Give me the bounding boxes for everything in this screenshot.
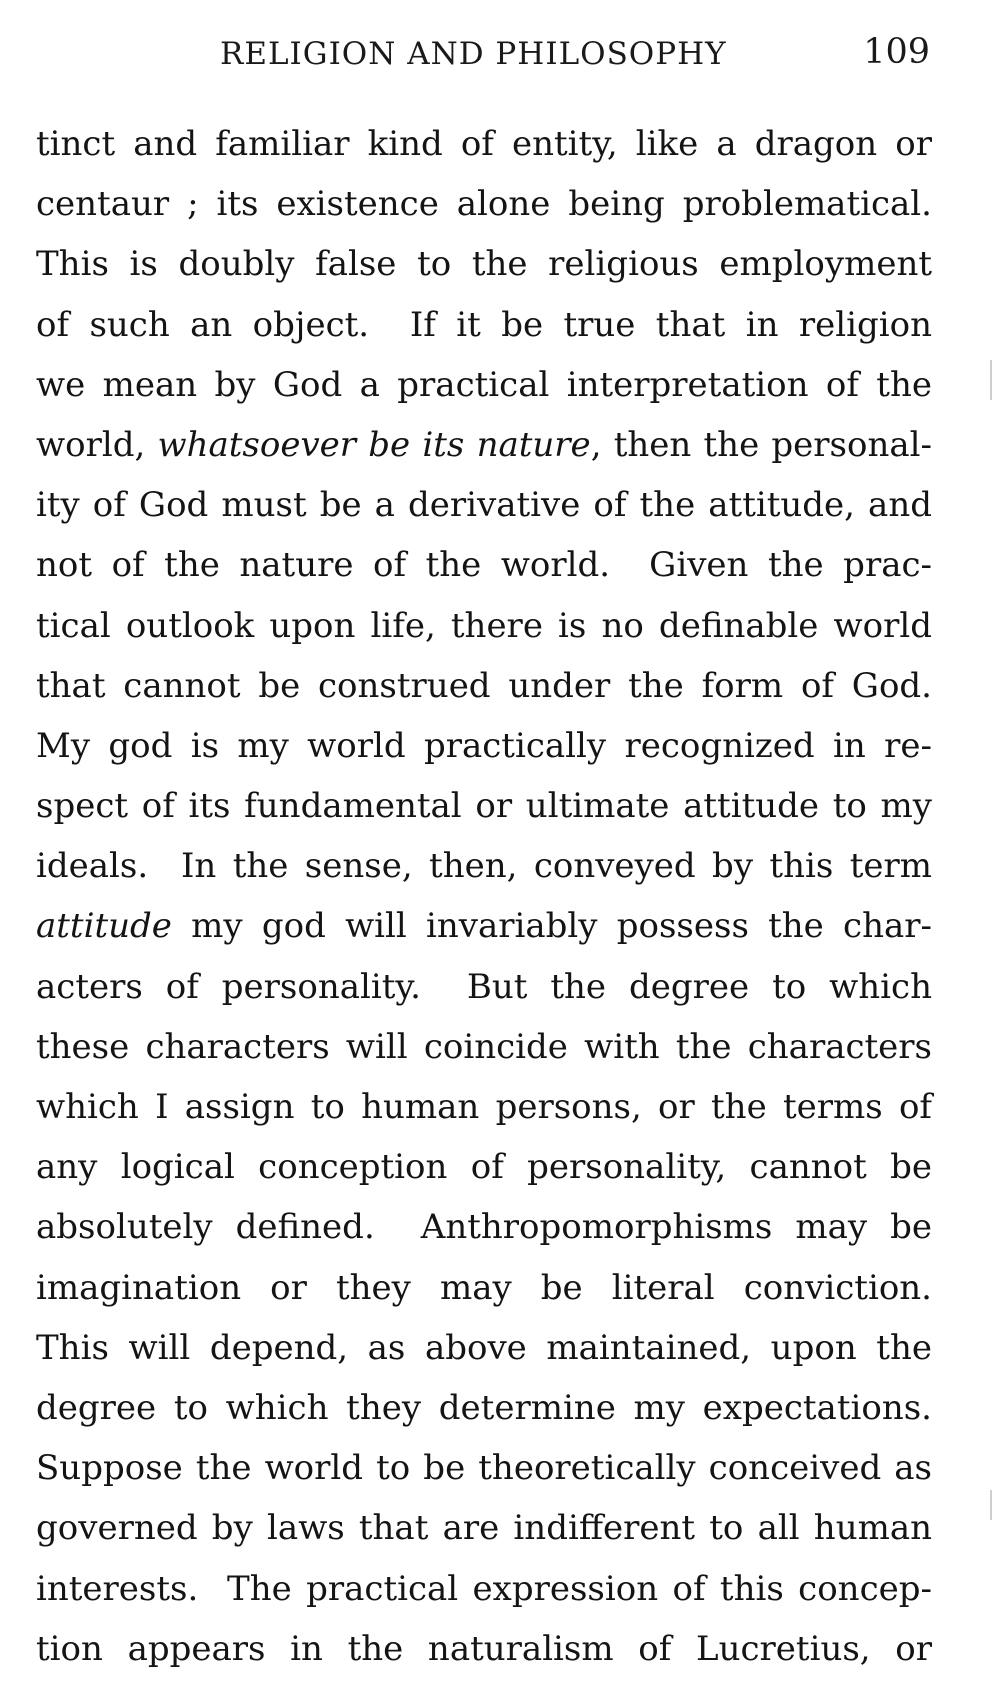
text-segment: My god is my world practically recognized in re- (36, 725, 932, 766)
italic-text-segment: whatsoever be its nature (157, 424, 591, 465)
text-line (36, 234, 932, 294)
text-segment: tical outlook upon life, there is no definable world (36, 605, 932, 646)
text-segment: any logical conception of personality, cannot be (36, 1147, 932, 1188)
text-segment: absolutely defined. Anthropomorphisms may be (36, 1207, 932, 1248)
text-segment: tinct and familiar kind of entity, like a dragon or (36, 124, 932, 164)
text-segment: governed by laws that are indifferent to all human (36, 1508, 932, 1549)
page-edge-mark (990, 1490, 992, 1520)
italic-text-segment: attitude (36, 906, 172, 947)
text-line (36, 114, 932, 174)
text-line (36, 656, 932, 716)
text-segment: ideals. In the sense, then, conveyed by this term (36, 846, 932, 887)
text-segment: of such an object. If it be true that in religion (36, 304, 932, 345)
text-line (36, 1318, 932, 1378)
text-segment: that cannot be construed under the form of God. (36, 665, 932, 706)
text-line (36, 836, 932, 896)
text-segment: acters of personality. But the degree to which (36, 966, 932, 1007)
text-line (36, 1258, 932, 1318)
text-line (36, 1559, 932, 1619)
text-line (36, 1498, 932, 1558)
text-line (36, 295, 932, 355)
text-segment: tion appears in the naturalism of Lucretius, or (36, 1628, 932, 1669)
text-line (36, 535, 932, 595)
text-segment: not of the nature of the world. Given the prac- (36, 545, 932, 586)
text-segment: we mean by God a practical interpretation of the (36, 364, 932, 405)
text-segment: imagination or they may be literal conviction. (36, 1267, 932, 1308)
text-segment: world, (36, 424, 158, 465)
text-line (36, 716, 932, 776)
text-line (36, 776, 932, 836)
text-segment: centaur ; its existence alone being problematical. (36, 184, 932, 225)
text-segment: these characters will coincide with the characters (36, 1026, 932, 1067)
text-line (36, 1378, 932, 1438)
text-segment: This will depend, as above maintained, upon the (36, 1327, 932, 1368)
running-head: RELIGION AND PHILOSOPHY (220, 36, 727, 72)
text-segment: my god will invariably possess the char- (171, 906, 932, 947)
text-line (36, 475, 932, 535)
text-line (36, 415, 932, 475)
text-segment: Suppose the world to be theoretically conceived as (36, 1448, 932, 1489)
text-segment: This is doubly false to the religious employment (36, 244, 932, 285)
text-line (36, 896, 932, 956)
text-segment: which I assign to human persons, or the terms of (36, 1087, 932, 1127)
text-segment: degree to which they determine my expectations. (36, 1387, 932, 1428)
text-line (36, 957, 932, 1017)
text-segment: ity of God must be a derivative of the attitude, and (36, 485, 932, 526)
body-text (36, 114, 932, 1679)
text-line (36, 174, 932, 234)
text-segment: , then the personal- (590, 424, 932, 465)
text-line (36, 355, 932, 415)
text-line (36, 1438, 932, 1498)
text-line (36, 1077, 932, 1137)
text-line (36, 1017, 932, 1077)
page-number: 109 (863, 32, 930, 72)
text-line (36, 1619, 932, 1679)
text-segment: interests. The practical expression of this concep- (36, 1568, 932, 1609)
page-edge-mark (990, 360, 992, 400)
text-segment: spect of its fundamental or ultimate attitude to my (36, 786, 932, 827)
text-line (36, 1197, 932, 1257)
text-line (36, 1137, 932, 1197)
text-line (36, 596, 932, 656)
